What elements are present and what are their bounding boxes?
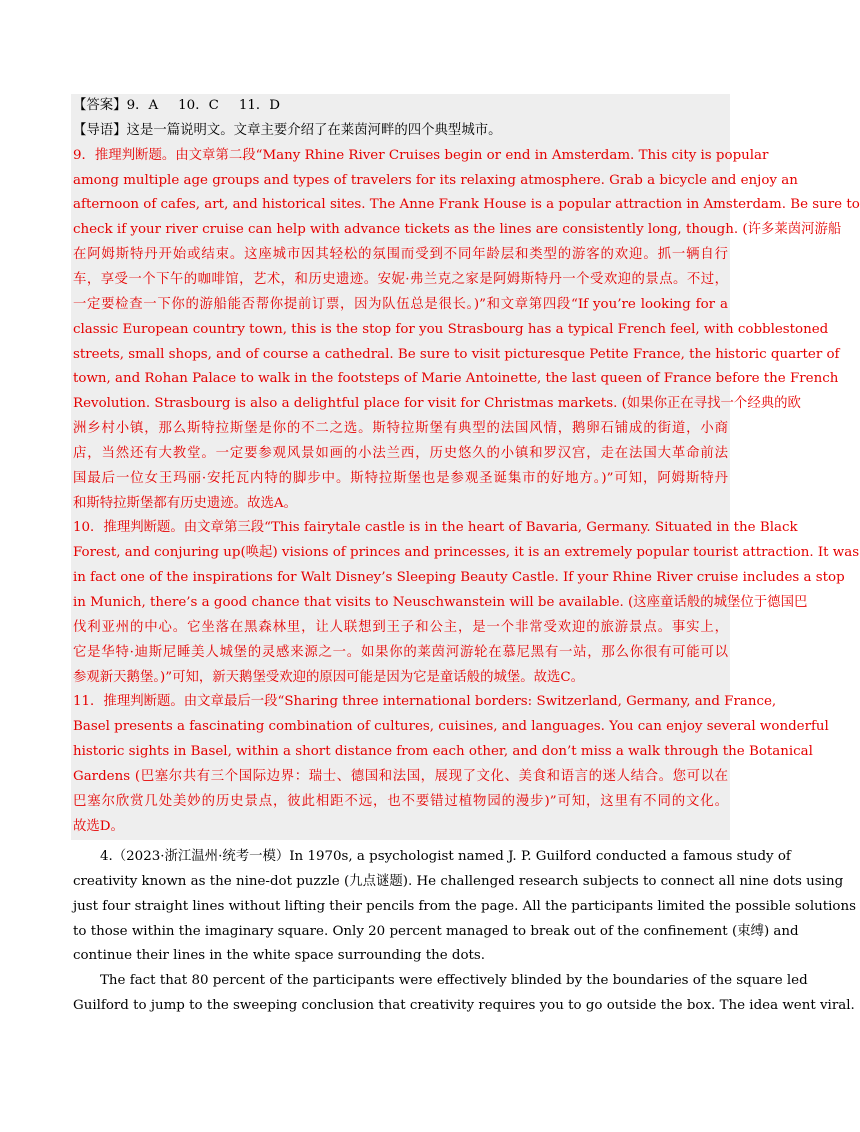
q9-line: afternoon of cafes, art, and historical sites. The Anne Frank House is a popular attraction in Amsterdam. Be sure to — [73, 197, 860, 213]
passage-line: Guilford to jump to the sweeping conclusion that creativity requires you to go outside the box. The idea went viral. — [73, 998, 855, 1014]
answer-10: 10．C — [178, 98, 219, 113]
q10-line: 10．推理判断题。由文章第三段“This fairytale castle is in the heart of Bavaria, Germany. Situated in the Black — [73, 520, 798, 536]
q9-line: among multiple age groups and types of travelers for its relaxing atmosphere. Grab a bicycle and enjoy an — [73, 172, 798, 188]
q9-line: check if your river cruise can help with advance tickets as the lines are consistently long, though. (许多莱茵河游船 — [73, 222, 842, 238]
q10-line: in fact one of the inspirations for Walt Disney’s Sleeping Beauty Castle. If your Rhine River cruise includes a stop — [73, 570, 845, 586]
q9-line: 9．推理判断题。由文章第二段“Many Rhine River Cruises begin or end in Amsterdam. This city is popular — [73, 147, 769, 163]
passage-line: 4.（2023·浙江温州·统考一模）In 1970s, a psychologist named J. P. Guilford conducted a famous study of — [100, 849, 791, 864]
q10-line: Forest, and conjuring up(唤起) visions of princes and princesses, it is an extremely popular tourist attraction. It was — [73, 545, 860, 561]
q11-line: 故选D。 — [73, 818, 124, 834]
q11-line: 11．推理判断题。由文章最后一段“Sharing three international borders: Switzerland, Germany, and France, — [73, 694, 777, 710]
passage-line: to those within the imaginary square. Only 20 percent managed to break out of the confinement (束缚) and — [73, 923, 799, 939]
guide-line: 【导语】这是一篇说明文。文章主要介绍了在莱茵河畔的四个典型城市。 — [73, 122, 502, 138]
q10-line: 参观新天鹅堡。)”可知，新天鹅堡受欢迎的原因可能是因为它是童话般的城堡。故选C。 — [73, 669, 585, 685]
passage-line: just four straight lines without lifting their pencils from the page. All the participants limited the possible solutions — [73, 898, 856, 914]
q9-line: 店，当然还有大教堂。一定要参观风景如画的小法兰西，历史悠久的小镇和罗汉宫，走在法国大革命前法 — [73, 445, 728, 461]
answer-label: 【答案】 — [73, 98, 127, 113]
q9-line: 一定要检查一下你的游船能否帮你提前订票，因为队伍总是很长。)”和文章第四段“If you’re looking for a — [73, 296, 728, 312]
q9-line: 车，享受一个下午的咖啡馆，艺术，和历史遗迹。安妮·弗兰克之家是阿姆斯特丹一个受欢迎的景点。不过， — [73, 271, 728, 287]
q11-line: 巴塞尔欣赏几处美妙的历史景点，彼此相距不远，也不要错过植物园的漫步)”可知，这里有不同的文化。 — [73, 793, 728, 809]
q10-line: in Munich, there’s a good chance that visits to Neuschwanstein will be available. (这座童话般的城堡位于德国巴 — [73, 595, 808, 610]
answer-9: 9．A — [126, 98, 159, 113]
passage-line: The fact that 80 percent of the participants were effectively blinded by the boundaries of the square led — [100, 973, 808, 989]
passage-line: continue their lines in the white space surrounding the dots. — [73, 948, 486, 964]
q9-line: 国最后一位女王玛丽·安托瓦内特的脚步中。斯特拉斯堡也是参观圣诞集市的好地方。)”可知，阿姆斯特丹 — [73, 470, 728, 486]
q9-line: 在阿姆斯特丹开始或结束。这座城市因其轻松的氛围而受到不同年龄层和类型的游客的欢迎。抓一辆自行 — [73, 247, 728, 263]
q9-line: Revolution. Strasbourg is also a delightful place for visit for Christmas markets. (如果你正在寻找一个经典的欧 — [73, 396, 801, 412]
q9-line: streets, small shops, and of course a cathedral. Be sure to visit picturesque Petite France, the historic quarter of — [73, 346, 840, 362]
q11-line: Gardens (巴塞尔共有三个国际边界：瑞士、德国和法国，展现了文化、美食和语言的迷人结合。您可以在 — [73, 768, 728, 784]
q11-line: historic sights in Basel, within a short distance from each other, and don’t miss a walk through the Botanical — [73, 744, 813, 760]
q10-line: 伐利亚州的中心。它坐落在黑森林里，让人联想到王子和公主，是一个非常受欢迎的旅游景点。事实上， — [73, 619, 728, 635]
q9-line: 洲乡村小镇，那么斯特拉斯堡是你的不二之选。斯特拉斯堡有典型的法国风情，鹅卵石铺成的街道，小商 — [73, 421, 728, 437]
q11-line: Basel presents a fascinating combination of cultures, cuisines, and languages. You can enjoy several wonderful — [73, 719, 829, 735]
q9-line: classic European country town, this is the stop for you Strasbourg has a typical French feel, with cobblestoned — [73, 321, 829, 337]
answer-line — [73, 94, 728, 119]
q9-line: town, and Rohan Palace to walk in the footsteps of Marie Antoinette, the last queen of France before the French — [73, 371, 839, 387]
answer-11: 11．D — [238, 98, 281, 113]
q9-line: 和斯特拉斯堡都有历史遗迹。故选A。 — [73, 495, 297, 511]
passage-line: creativity known as the nine-dot puzzle (九点谜题). He challenged research subjects to connect all nine dots using — [73, 873, 844, 889]
q10-line: 它是华特·迪斯尼睡美人城堡的灵感来源之一。如果你的莱茵河游轮在慕尼黑有一站，那么你很有可能可以 — [73, 644, 728, 660]
